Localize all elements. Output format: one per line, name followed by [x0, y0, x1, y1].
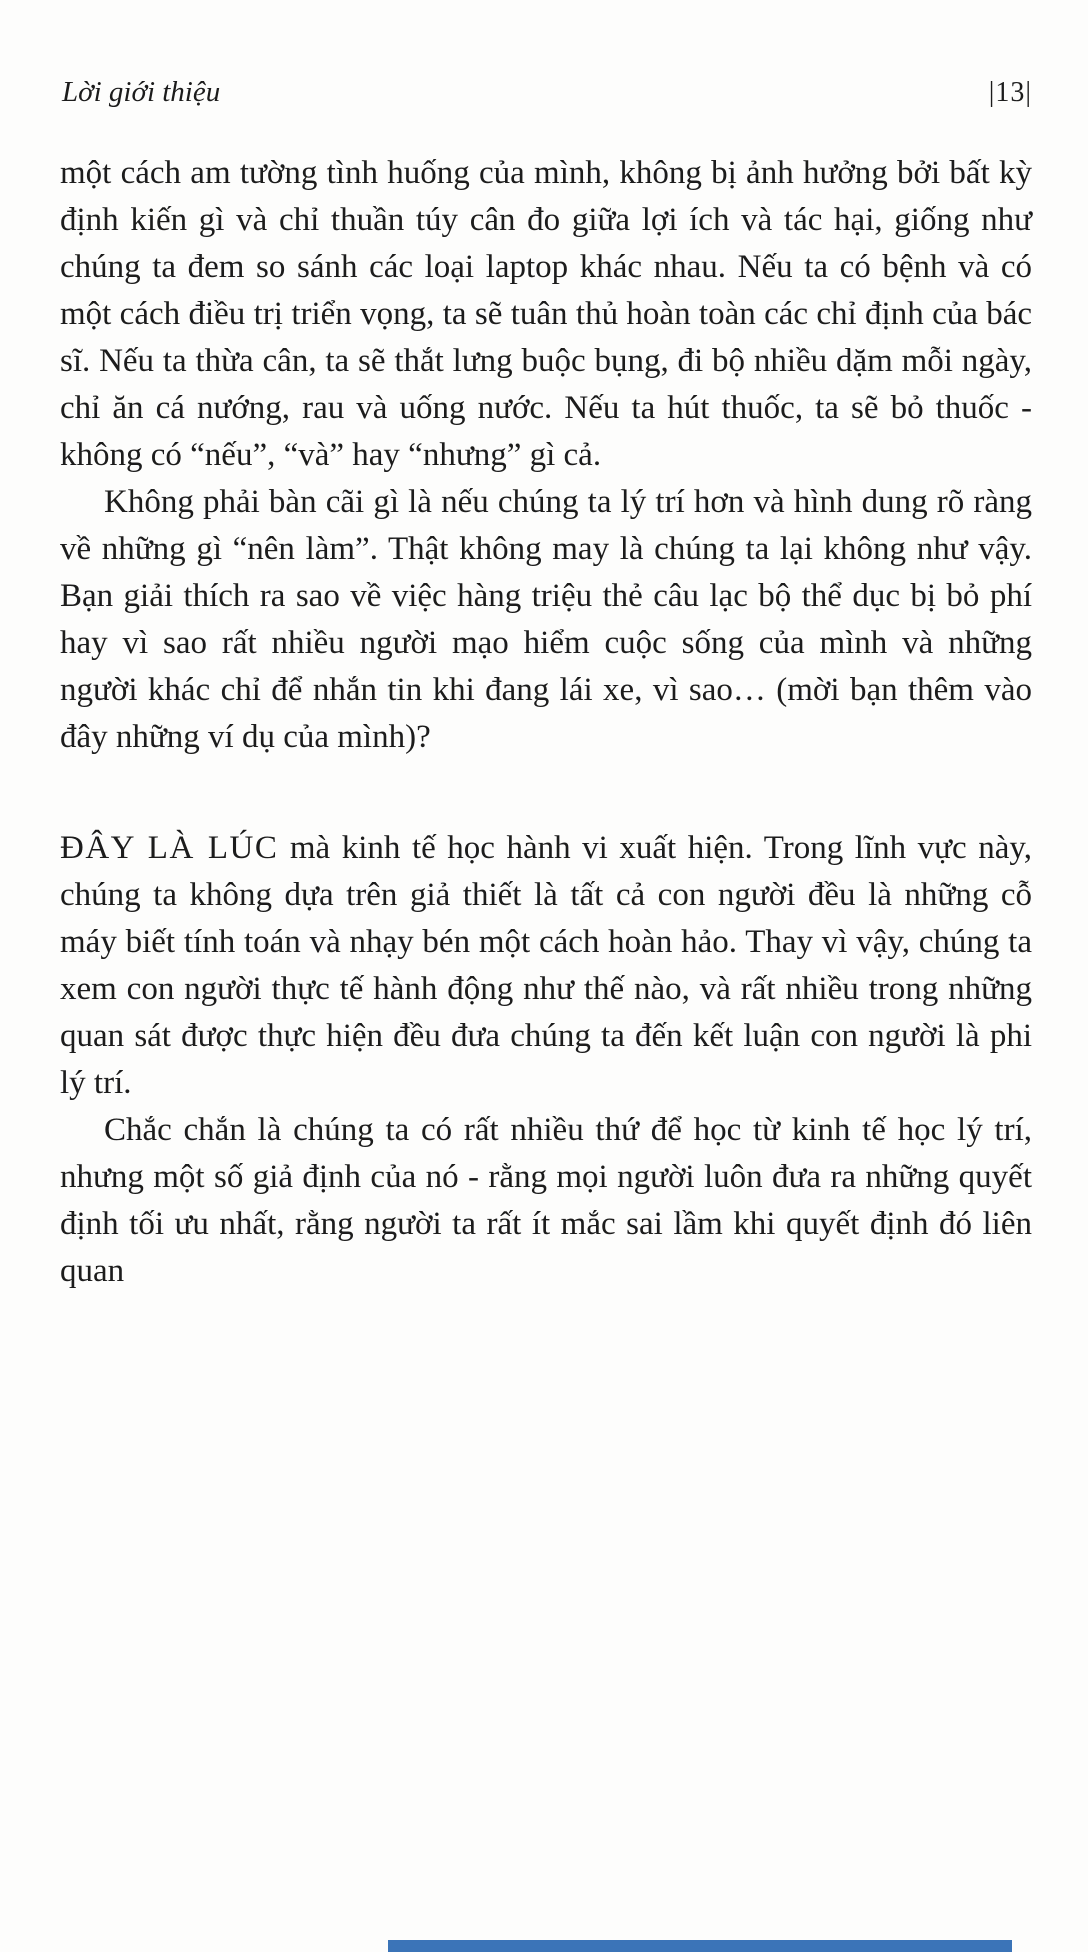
- paragraph: [60, 825, 1032, 1107]
- paragraph-text: mà kinh tế học hành vi xuất hiện. Trong lĩnh vực này, chúng ta không dựa trên giả thiết là tất cả con người đều là những cỗ máy biết tính toán và nhạy bén một cách hoàn hảo. Thay vì vậy, chúng ta xem con người thực tế hành động như thế nào, và rất nhiều trong những quan sát được thực hiện đều đưa chúng ta đến kết luận con người là phi lý trí.: [60, 830, 1032, 1101]
- scan-artifact-bar: [388, 1940, 1012, 1952]
- paragraph: một cách am tường tình huống của mình, không bị ảnh hưởng bởi bất kỳ định kiến gì và chỉ thuần túy cân đo giữa lợi ích và tác hại, giống như chúng ta đem so sánh các loại laptop khác nhau. Nếu ta có bệnh và có một cách điều trị triển vọng, ta sẽ tuân thủ hoàn toàn các chỉ định của bác sĩ. Nếu ta thừa cân, ta sẽ thắt lưng buộc bụng, đi bộ nhiều dặm mỗi ngày, chỉ ăn cá nướng, rau và uống nước. Nếu ta hút thuốc, ta sẽ bỏ thuốc - không có “nếu”, “và” hay “nhưng” gì cả.: [60, 155, 1032, 473]
- paragraph: Chắc chắn là chúng ta có rất nhiều thứ để học từ kinh tế học lý trí, nhưng một số giả định của nó - rằng mọi người luôn đưa ra những quyết định tối ưu nhất, rằng người ta rất ít mắc sai lầm khi quyết định đó liên quan: [60, 1112, 1032, 1289]
- page-header: [62, 76, 1032, 109]
- body-text: [60, 150, 1032, 1295]
- running-title: Lời giới thiệu: [62, 76, 221, 108]
- page-number: |13|: [988, 77, 1032, 108]
- paragraph: Không phải bàn cãi gì là nếu chúng ta lý trí hơn và hình dung rõ ràng về những gì “nên làm”. Thật không may là chúng ta lại không như vậy. Bạn giải thích ra sao về việc hàng triệu thẻ câu lạc bộ thể dục bị bỏ phí hay vì sao rất nhiều người mạo hiểm cuộc sống của mình và những người khác chỉ để nhắn tin khi đang lái xe, vì sao… (mời bạn thêm vào đây những ví dụ của mình)?: [60, 484, 1032, 755]
- section-lead: ĐÂY LÀ LÚC: [60, 830, 279, 866]
